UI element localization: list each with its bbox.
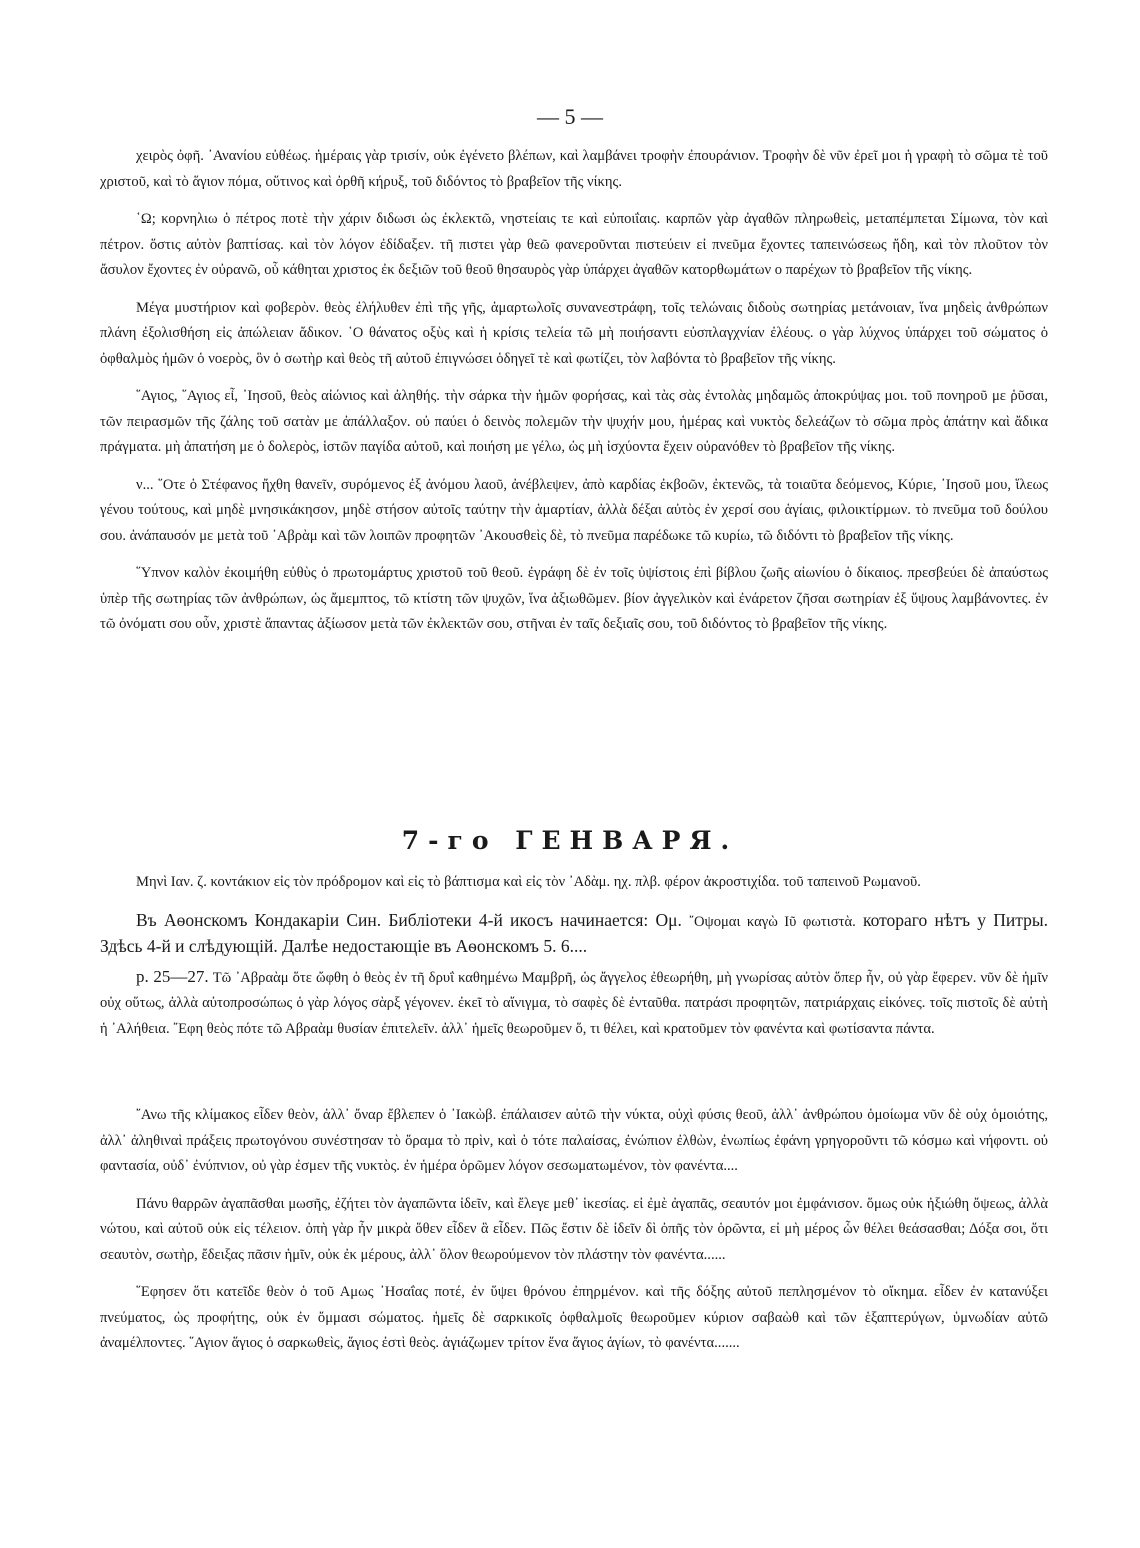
paragraph-text: Τῶ ᾿Αβραὰμ ὅτε ὤφθη ὁ θεὸς ἐν τῆ δρυΐ καθημένω Μαμβρῆ, ὡς ἄγγελος ἐθεωρήθη, μὴ γνωρίσας αὐτὸν ὅπερ ἦν, οὐ γὰρ ἔφερεν. νῦν δὲ ἡμῖν οὐχ οὕτως, ἀλλὰ αὐτοπροσώπως ὁ γὰρ λόγος σὰρξ γέγονεν. ἐκεῖ τὸ αἴνιγμα, τὸ σαφὲς δὲ ἐνταῦθα. πατράσι προφητῶν, πατριάρχαις εἰκόνες. τοῖς πιστοῖς δὲ αὐτὴ ἡ ᾿Αλήθεια. ῎Εφη θεὸς πότε τῶ Αβραὰμ θυσίαν ἐπιτελεῖν. ἀλλ᾿ ἡμεῖς θεωροῦμεν ὅ, τι θέλει, καὶ κρατοῦμεν τὸν φανέντα καὶ φωτίσαντα πάντα.	[100, 969, 1048, 1037]
note-greek-incipit: ῎Οψομαι καγὼ Ιῦ φωτιστὰ.	[689, 913, 856, 930]
note-russian-part-1: Въ Аѳонскомъ Кондакаріи Син. Библіотеки 4-й икосъ начинается: Ομ.	[136, 909, 682, 930]
paragraph: ῾Ω; κορνηλιω ὁ πέτρος ποτὲ τὴν χάριν διδωσι ὡς ἐκλεκτῶ, νηστείαις τε καὶ εὐποιΐαις. καρπῶν γὰρ ἀγαθῶν πληρωθεὶς, μεταπέμπεται Σίμωνα, τὸν καὶ πέτρον. ὅστις αὐτὸν βαπτίσας. καὶ τὸν λόγον ἐδίδαξεν. τῆ πιστει γὰρ θεῶ φανεροῦνται πιστεύειν εἰ πνεῦμα ἔχοντες ταπεινώσεως ἤδη, καὶ τὸν πλοῦτον τὸν ἄσυλον ἔχοντες ἐν οὐρανῶ, οὗ κάθηται χριστος ἐκ δεξιῶν τοῦ θεοῦ θησαυρὸς γὰρ ὑπάρχει ἀγαθῶν κατορθωμάτων ο παρέχων τὸ βραβεῖον τῆς νίκης.	[100, 211, 1048, 278]
note-russian-part-2: котораго нѣтъ у Питры. Здѣсь 4-й и слѣдующій. Далѣе недостающіе въ Аѳонскомъ 5. 6....	[100, 909, 1049, 956]
paragraph: χειρὸς ὀφῆ. ᾿Ανανίου εὐθέως. ἡμέραις γὰρ τρισίν, οὐκ ἐγένετο βλέπων, καὶ λαμβάνει τροφὴν ἐπουράνιον. Τροφὴν δὲ νῦν ἐρεῖ μοι ἡ γραφὴ τὸ σῶμα τὲ τοῦ χριστοῦ, καὶ τὸ ἅγιον πόμα, οὕτινος καὶ ὀρθῆ κήρυξ, τοῦ διδόντος τὸ βραβεῖον τῆς νίκης.	[100, 148, 1048, 190]
paragraph: ῞Εφησεν ὅτι κατεῖδε θεὸν ὁ τοῦ Αμως ᾿Ησαΐας ποτέ, ἐν ὕψει θρόνου ἐπηρμένον. καὶ τῆς δόξης αὐτοῦ πεπλησμένον τὸ οἴκημα. εἶδεν ἐν κατανύξει πνεύματος, ὡς προφήτης, οὐκ ἐν ὄμμασι σώματος. ἡμεῖς δὲ σαρκικοῖς ὀφθαλμοῖς θεωροῦμεν κύριον σαβαὼθ καὶ τῶν ἑξαπτερύγων, ὑμνωδίαν αὐτῶ ἀναμέλποντες. ῞Αγιον ἅγιος ὁ σαρκωθεὶς, ἅγιος ἐστὶ θεὸς. ἁγιάζωμεν τρίτον ἕνα ἅγιος ἁγίων, τὸ φανέντα.......	[100, 1284, 1048, 1351]
text-block-upper	[100, 144, 1048, 650]
paragraph: Μέγα μυστήριον καὶ φοβερὸν. θεὸς ἐλήλυθεν ἐπὶ τῆς γῆς, ἁμαρτωλοῖς συνανεστράφη, τοῖς τελώναις διδοὺς σωτηρίας μετάνοιαν, ἵνα μηδεὶς ἀνθρώπων πλάνη ἐξολισθήση εἰς ἀπώλειαν ἄδικον. ῾Ο θάνατος οξὺς καὶ ἡ κρίσις τελεία τῶ μὴ ποιήσαντι εὐσπλαγχνίαν ἐλέους. ο γὰρ λύχνος ὑπάρχει τοῦ σώματος ὁ ὀφθαλμὸς ἡμῶν ὁ νοερὸς, ὃν ὁ σωτὴρ καὶ θεὸς τῆ αὐτοῦ ἐπιγνώσει ὁδηγεῖ τὲ καὶ φωτίζει, τὸν λαβόντα τὸ βραβεῖον τῆς νίκης.	[100, 299, 1048, 367]
paragraph: Πάνυ θαρρῶν ἀγαπᾶσθαι μωσῆς, ἐζήτει τὸν ἀγαπῶντα ἰδεῖν, καὶ ἔλεγε μεθ᾿ ἱκεσίας. εἰ ἐμὲ ἀγαπᾶς, σεαυτόν μοι ἐμφάνισον. ὅμως οὐκ ἠξιώθη ὄψεως, ἀλλὰ νώτου, καὶ αὐτοῦ οὐκ εἰς τέλειον. ὀπὴ γὰρ ἦν μικρὰ ὅθεν εἶδεν ἃ εἶδεν. Πῶς ἔστιν δὲ ἰδεῖν δὶ ὀπῆς τὸν ὁρῶντα, εἰ μὴ μέρος ὧν θέλει θεάσασθαι; Δόξα σοι, ὅτι σεαυτὸν, σωτὴρ, ἔδειξας πᾶσιν ἡμῖν, οὐκ ἐκ μέρους, ἀλλ᾿ ὅλον θεωρούμενον τὸν πλάστην τὸν φανέντα......	[100, 1195, 1048, 1263]
paragraph: ν... ῞Οτε ὁ Στέφανος ἤχθη θανεῖν, συρόμενος ἐξ ἀνόμου λαοῦ, ἀνέβλεψεν, ἀπὸ καρδίας ἐκβοῶν, ἐκτενῶς, τὰ τοιαῦτα δεόμενος, Κύριε, ᾿Ιησοῦ μου, ἵλεως γένου τούτους, καὶ μηδὲ μνησικάκησον, μηδὲ στήσον αὐτοῖς ταύτην τὴν ἁμαρτίαν, ἀλλὰ δέξαι αὐτὸς ἐν χερσί σου ἁγίαις, φιλοικτίρμων. τὸ πνεῦμα τοῦ δούλου σου. ἀνάπαυσόν με μετὰ τοῦ ᾿Αβρὰμ καὶ τῶν λοιπῶν προφητῶν ᾿Ακουσθεὶς δὲ, τὸ πνεῦμα παρέδωκε τῶ κυρίω, τῶ διδόντι τὸ βραβεῖον τῆς νίκης.	[100, 476, 1048, 544]
text-block-lower	[100, 1103, 1048, 1369]
intro-paragraph: Μηνὶ Ιαν. ζ. κοντάκιον εἰς τὸν πρόδρομον καὶ εἰς τὸ βάπτισμα καὶ εἰς τὸν ᾿Αδὰμ. ηχ. πλβ. φέρον ἀκροστιχίδα. τοῦ ταπεινοῦ Ρωμανοῦ.	[136, 874, 921, 890]
paragraph	[100, 964, 1048, 1043]
paragraph: ῞Αγιος, ῞Αγιος εἶ, ᾿Ιησοῦ, θεὸς αἰώνιος καὶ ἀληθής. τὴν σάρκα τὴν ἡμῶν φορήσας, καὶ τὰς σὰς ἐντολὰς μηδαμῶς ἀποκρύψας μοι. τοῦ πονηροῦ με ῥῦσαι, τῶν πειρασμῶν τῆς ζάλης τοῦ σατὰν με ἀπάλλαξον. οὐ παύει ὁ δεινὸς πολεμῶν τὴν ψυχήν μου, ἡμέρας καὶ νυκτὸς δελεάζων τὸ σῶμα πρὸς ἀπάτην καὶ ἄδικα πράγματα. μὴ ἀπατήση με ὁ δολερὸς, ἱστῶν παγίδα αὐτοῦ, καὶ ποιήση με γέλω, ὡς μὴ ἰσχύοντα ἔχειν οὐρανόθεν τὸ βραβεῖον τῆς νίκης.	[100, 388, 1048, 455]
paragraph: ῎Ανω τῆς κλίμακος εἶδεν θεὸν, ἀλλ᾿ ὄναρ ἔβλεπεν ὁ ᾿Ιακὼβ. ἐπάλαισεν αὐτῶ τὴν νύκτα, οὐχὶ φύσις θεοῦ, ἀλλ᾿ ἀνθρώπου ὁμοίωμα νῦν δὲ οὐχ ὁμοιότης, ἀλλ᾿ ἀληθιναὶ πράξεις πρωτογόνου συνέστησαν τὸ ὅραμα τὸ πρὶν, καὶ ὁ τότε παλαίσας, ἐνώπιον ἐλθὼν, ἐνωπίως ἐφάνη γρηγοροῦντι τῶ κόσμω καὶ νήφοντι. οὐ φαντασία, οὐδ᾿ ἐνύπνιον, οὐ γὰρ ἐσμεν τῆς νυκτὸς. ἐν ἡμέρα ὁρῶμεν λόγον σεσωματωμένον, τὸν φανέντα....	[100, 1107, 1048, 1174]
text-block-middle	[100, 870, 1048, 1054]
page-reference: p. 25—27.	[136, 966, 209, 986]
page-number: — 5 —	[537, 104, 603, 129]
paragraph: ῞Υπνον καλὸν ἐκοιμήθη εὐθὺς ὁ πρωτομάρτυς χριστοῦ τοῦ θεοῦ. ἐγράφη δὲ ἐν τοῖς ὑψίστοις ἐπὶ βίβλου ζωῆς αἰωνίου ὁ δίκαιος. πρεσβεύει δὲ ἀπαύστως ὑπὲρ τῆς σωτηρίας τῶν ἀνθρώπων, ὡς ἄμεμπτος, τῶ κτίστη τῶν ψυχῶν, ἵνα ἀξιωθῶμεν. βίον ἀγγελικὸν καὶ ἐνάρετον ζῆσαι σωτηρίαν ἐξ ὕψους λαμβάνοντες. ἐν τῶ ὀνόματι σου οὖν, χριστὲ ἅπαντας ἀξίωσον μετὰ τῶν ἐκλεκτῶν σου, στῆναι ἐν ταῖς δεξιαῖς σου, τοῦ διδόντος τὸ βραβεῖον τῆς νίκης.	[100, 565, 1048, 632]
editorial-note	[100, 908, 1048, 958]
section-heading: 7-го ГЕНВАРЯ.	[401, 826, 739, 855]
